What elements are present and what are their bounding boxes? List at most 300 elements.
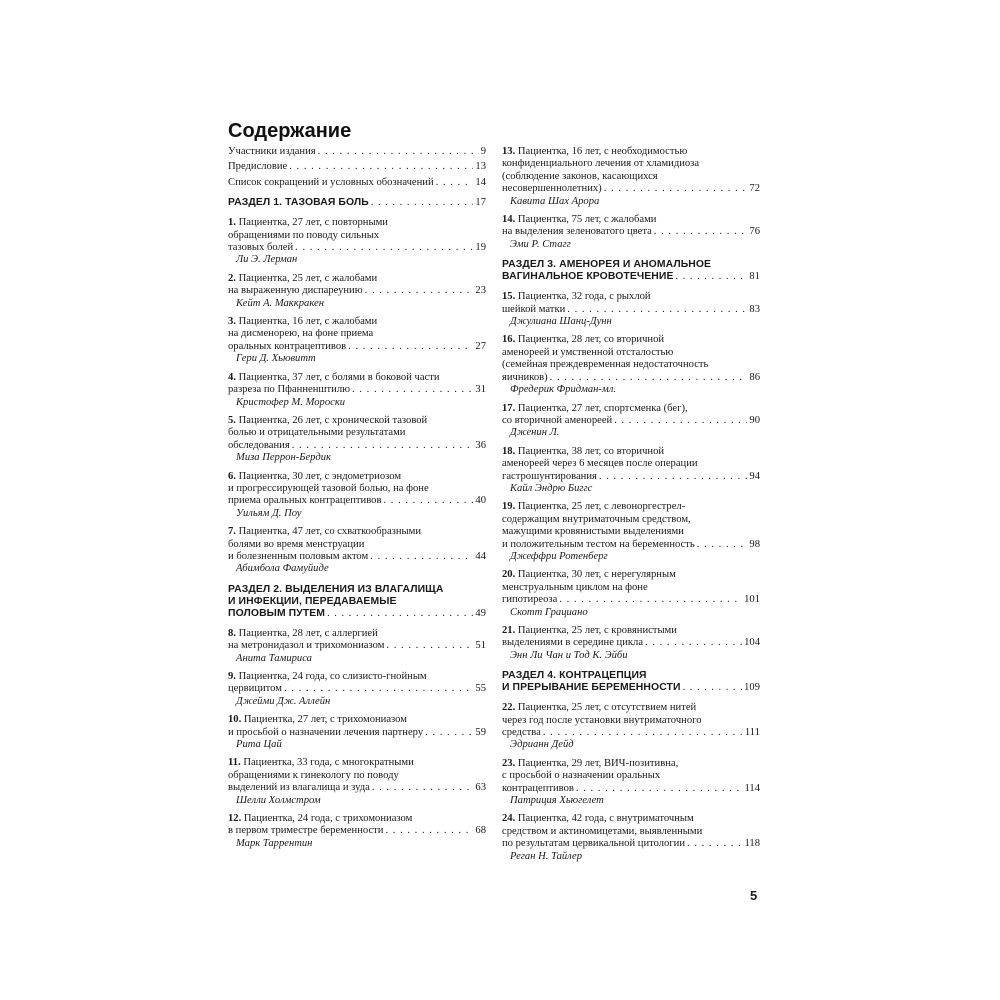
- entry-text: Пациентка, 27 лет, спортсменка (бег),: [517, 402, 688, 414]
- dot-leader: [365, 285, 474, 297]
- page-ref: 81: [749, 271, 760, 283]
- toc-left-column: [228, 146, 486, 856]
- toc-line: [228, 230, 486, 242]
- entry-text: оральных контрацептивов: [228, 340, 347, 352]
- entry-text: яичников): [502, 371, 548, 383]
- toc-entry: [502, 813, 760, 863]
- entry-text: выделениями в середине цикла: [502, 637, 644, 649]
- toc-line: [502, 501, 760, 513]
- toc-line: [228, 161, 486, 173]
- section-heading: [228, 584, 486, 620]
- toc-entry: [228, 316, 486, 366]
- page-ref: 104: [744, 637, 760, 649]
- entry-text: гипотиреоза: [502, 594, 558, 606]
- entry-number: 2.: [228, 272, 236, 284]
- toc-line: [502, 637, 760, 649]
- entry-text: Пациентка, 28 лет, со вторичной: [517, 334, 665, 346]
- entry-text: Пациентка, 16 лет, с необходимостью: [517, 146, 688, 157]
- toc-entry: [228, 273, 486, 310]
- entry-text: через год после установки внутриматочного: [502, 714, 702, 726]
- entry-number: 9.: [228, 671, 236, 682]
- toc-line: [228, 177, 486, 189]
- toc-line: [228, 628, 486, 640]
- entry-text: Пациентка, 16 лет, с жалобами: [238, 316, 378, 328]
- toc-entry: [502, 446, 760, 496]
- entry-author: Патриция Хьюгелет: [510, 795, 604, 807]
- entry-author: Реган Н. Тайлер: [510, 850, 583, 862]
- toc-entry: [228, 415, 486, 465]
- entry-author: Кавита Шах Арора: [510, 195, 600, 207]
- entry-author: Эдрианн Дейд: [510, 739, 574, 751]
- toc-line: [228, 539, 486, 551]
- toc-line: [502, 582, 760, 594]
- entry-number: 23.: [502, 757, 516, 769]
- dot-leader: [645, 637, 742, 649]
- entry-text: обращениями по поводу сильных: [228, 229, 380, 241]
- toc-line: [502, 813, 760, 825]
- entry-text: приема оральных контрацептивов: [228, 495, 382, 507]
- toc-line: [228, 683, 486, 695]
- page-ref: 44: [475, 550, 486, 562]
- entry-number: 12.: [228, 813, 242, 825]
- dot-leader: [687, 838, 742, 850]
- toc-line: [228, 242, 486, 254]
- entry-text: Участники издания: [228, 146, 316, 157]
- toc-entry: [228, 372, 486, 409]
- toc-line: [228, 671, 486, 683]
- entry-author: Джеффри Ротенберг: [510, 550, 608, 562]
- page-ref: 14: [475, 176, 486, 188]
- dot-leader: [289, 161, 473, 173]
- dot-leader: [599, 471, 748, 483]
- entry-author: Шелли Холмстром: [236, 794, 321, 806]
- toc-line: [502, 702, 760, 714]
- toc-entry: [228, 471, 486, 521]
- entry-text: и прогрессирующей тазовой болью, на фоне: [228, 482, 429, 494]
- toc-line: [502, 446, 760, 458]
- toc-entry: [228, 813, 486, 850]
- entry-number: 1.: [228, 217, 236, 229]
- toc-line: [502, 359, 760, 371]
- toc-line: [502, 214, 760, 226]
- toc-line: [502, 158, 760, 170]
- dot-leader: [676, 271, 748, 283]
- toc-line: [502, 291, 760, 303]
- toc-entry: [502, 501, 760, 563]
- entry-author: Дженин Л.: [510, 427, 560, 439]
- page-ref: 51: [475, 640, 486, 652]
- entry-text: (семейная преждевременная недостаточность: [502, 359, 709, 371]
- entry-text: болью и отрицательными результатами: [228, 427, 406, 439]
- entry-text: контрацептивов: [502, 782, 574, 794]
- toc-line: [228, 285, 486, 297]
- entry-text: Пациентка, 30 лет, с нерегулярным: [517, 569, 676, 581]
- toc-line: [502, 304, 760, 316]
- toc-entry: [502, 569, 760, 619]
- entry-text: Пациентка, 27 лет, с трихомониазом: [243, 714, 407, 726]
- toc-entry: [228, 671, 486, 708]
- entry-text: Пациентка, 28 лет, с аллергией: [238, 627, 378, 639]
- page-ref: 27: [475, 340, 486, 352]
- entry-text: Пациентка, 47 лет, со схваткообразными: [238, 526, 422, 538]
- entry-text: (соблюдение законов, касающихся: [502, 170, 658, 182]
- toc-line: [228, 146, 486, 158]
- toc-line: [502, 727, 760, 739]
- entry-text: И ПРЕРЫВАНИЕ БЕРЕМЕННОСТИ: [502, 682, 681, 694]
- entry-text: Пациентка, 25 лет, с кровянистыми: [517, 625, 677, 636]
- toc-line: [502, 347, 760, 359]
- toc-entry: [502, 403, 760, 440]
- page-ref: 23: [475, 285, 486, 297]
- toc-line: [502, 171, 760, 183]
- entry-text: РАЗДЕЛ 3. АМЕНОРЕЯ И АНОМАЛЬНОЕ: [502, 259, 712, 271]
- entry-text: Пациентка, 33 года, с многократными: [243, 757, 414, 769]
- toc-line: [228, 273, 486, 285]
- page-ref: 109: [744, 682, 760, 694]
- entry-text: менструальным циклом на фоне: [502, 581, 648, 593]
- dot-leader: [385, 825, 473, 837]
- toc-entry: [228, 146, 486, 158]
- toc-line: [228, 440, 486, 452]
- entry-text: разреза по Пфанненштилю: [228, 384, 351, 396]
- toc-entry: [228, 526, 486, 576]
- toc-line: [228, 372, 486, 384]
- entry-number: 17.: [502, 402, 516, 414]
- page-ref: 72: [749, 183, 760, 195]
- entry-text: Пациентка, 25 лет, с отсутствием нитей: [517, 702, 697, 714]
- entry-text: на выделения зеленоватого цвета: [502, 226, 652, 238]
- page-ref: 90: [749, 414, 760, 426]
- toc-line: [228, 782, 486, 794]
- toc-line: [228, 757, 486, 769]
- toc-line: [502, 670, 760, 682]
- entry-author: Фредерик Фридман-мл.: [510, 384, 616, 396]
- case-list: [228, 628, 486, 851]
- dot-leader: [386, 640, 473, 652]
- toc-line: [502, 682, 760, 694]
- entry-text: аменореей и умственной отсталостью: [502, 346, 674, 358]
- entry-text: Пациентка, 24 года, со слизисто-гнойным: [238, 671, 427, 682]
- entry-text: Пациентка, 27 лет, с повторными: [238, 217, 388, 229]
- front-matter-list: [228, 146, 486, 189]
- case-list: [502, 146, 760, 251]
- page-ref: 114: [744, 782, 760, 794]
- entry-text: в первом триместре беременности: [228, 825, 384, 837]
- toc-line: [228, 770, 486, 782]
- entry-author: Джулиана Шанц-Дунн: [510, 316, 612, 328]
- entry-text: ВАГИНАЛЬНОЕ КРОВОТЕЧЕНИЕ: [502, 271, 674, 283]
- dot-leader: [550, 372, 748, 384]
- toc-line: [502, 539, 760, 551]
- entry-text: РАЗДЕЛ 1. ТАЗОВАЯ БОЛЬ: [228, 197, 369, 209]
- toc-line: [502, 226, 760, 238]
- entry-text: содержащим внутриматочным средством,: [502, 513, 691, 525]
- case-list: [502, 291, 760, 662]
- entry-text: РАЗДЕЛ 4. КОНТРАЦЕПЦИЯ: [502, 670, 647, 682]
- toc-line: [502, 715, 760, 727]
- toc-entry: [502, 625, 760, 662]
- toc-entry: [228, 217, 486, 267]
- page-ref: 9: [480, 146, 486, 157]
- page-ref: 40: [475, 495, 486, 507]
- toc-line: [502, 783, 760, 795]
- page-ref: 76: [749, 226, 760, 238]
- entry-number: 18.: [502, 445, 516, 457]
- toc-line: [502, 471, 760, 483]
- entry-text: гастрошунтирования: [502, 470, 597, 482]
- dot-leader: [425, 727, 473, 739]
- entry-text: Пациентка, 25 лет, с левоноргестрел-: [517, 501, 686, 513]
- toc-line: [502, 826, 760, 838]
- entry-text: несовершеннолетних): [502, 183, 602, 195]
- entry-number: 10.: [228, 714, 242, 726]
- entry-number: 3.: [228, 316, 236, 328]
- entry-author: Кристофер М. Мороски: [236, 396, 346, 408]
- entry-number: 6.: [228, 470, 236, 482]
- entry-number: 5.: [228, 414, 236, 426]
- toc-entry: [228, 161, 486, 173]
- entry-number: 4.: [228, 371, 236, 383]
- entry-text: ПОЛОВЫМ ПУТЕМ: [228, 607, 326, 619]
- entry-text: на метронидазол и трихомониазом: [228, 640, 385, 652]
- case-list: [228, 217, 486, 576]
- toc-line: [502, 146, 760, 158]
- entry-text: Список сокращений и условных обозначений: [228, 176, 434, 188]
- toc-line: [502, 770, 760, 782]
- dot-leader: [559, 594, 742, 606]
- toc-line: [502, 594, 760, 606]
- toc-line: [228, 584, 486, 596]
- dot-leader: [683, 682, 743, 694]
- entry-text: Пациентка, 38 лет, со вторичной: [517, 445, 665, 457]
- toc-entry: [228, 714, 486, 751]
- entry-number: 15.: [502, 291, 516, 303]
- toc-line: [228, 217, 486, 229]
- toc-line: [502, 758, 760, 770]
- entry-number: 7.: [228, 526, 236, 538]
- entry-number: 11.: [228, 757, 241, 769]
- entry-text: на выраженную диспареунию: [228, 285, 363, 297]
- dot-leader: [614, 415, 747, 427]
- toc-line: [228, 384, 486, 396]
- toc-entry: [502, 214, 760, 251]
- entry-author: Кейт А. Маккракен: [236, 297, 324, 309]
- section-heading: [502, 259, 760, 283]
- entry-number: 19.: [502, 501, 516, 513]
- entry-text: Пациентка, 29 лет, ВИЧ-позитивна,: [517, 757, 679, 769]
- toc-line: [228, 415, 486, 427]
- toc-line: [228, 596, 486, 608]
- entry-number: 8.: [228, 627, 236, 639]
- toc-line: [228, 328, 486, 340]
- toc-line: [502, 514, 760, 526]
- page-ref: 59: [475, 726, 486, 738]
- section-heading: [228, 197, 486, 209]
- entry-text: Пациентка, 30 лет, с эндометриозом: [238, 470, 402, 482]
- page-ref: 68: [475, 825, 486, 837]
- entry-number: 16.: [502, 334, 516, 346]
- toc-line: [502, 403, 760, 415]
- toc-entry: [502, 334, 760, 396]
- toc-line: [502, 569, 760, 581]
- toc-line: [228, 825, 486, 837]
- entry-text: РАЗДЕЛ 2. ВЫДЕЛЕНИЯ ИЗ ВЛАГАЛИЩА: [228, 583, 444, 595]
- entry-number: 21.: [502, 625, 516, 636]
- entry-author: Эми Р. Стагг: [510, 238, 571, 250]
- entry-text: со вторичной аменореей: [502, 414, 613, 426]
- entry-number: 22.: [502, 702, 516, 714]
- entry-text: Пациентка, 25 лет, с жалобами: [238, 272, 378, 284]
- toc-entry: [502, 702, 760, 752]
- entry-text: тазовых болей: [228, 242, 294, 254]
- dot-leader: [292, 440, 474, 452]
- toc-line: [228, 714, 486, 726]
- entry-text: и болезненным половым актом: [228, 550, 369, 562]
- entry-number: 14.: [502, 214, 516, 226]
- dot-leader: [436, 177, 474, 189]
- page-ref: 55: [475, 683, 486, 695]
- toc-entry: [502, 291, 760, 328]
- dot-leader: [383, 495, 473, 507]
- entry-text: Предисловие: [228, 161, 288, 173]
- dot-leader: [604, 183, 748, 195]
- entry-text: Пациентка, 24 года, с трихомониазом: [243, 813, 413, 825]
- toc-line: [502, 838, 760, 850]
- entry-text: выделений из влагалища и зуда: [228, 782, 370, 794]
- entry-text: Пациентка, 75 лет, с жалобами: [517, 214, 657, 226]
- entry-author: Анита Тамириса: [236, 652, 312, 664]
- page-ref: 36: [475, 439, 486, 451]
- dot-leader: [543, 727, 743, 739]
- toc-line: [228, 608, 486, 620]
- dot-leader: [372, 782, 474, 794]
- dot-leader: [654, 226, 748, 238]
- entry-text: и положительным тестом на беременность: [502, 538, 695, 550]
- entry-text: Пациентка, 42 года, с внутриматочным: [517, 813, 694, 825]
- entry-text: цервицитом: [228, 683, 282, 695]
- toc-line: [228, 526, 486, 538]
- toc-line: [228, 427, 486, 439]
- entry-number: 24.: [502, 813, 516, 825]
- entry-author: Абимбола Фамуйиде: [236, 563, 329, 575]
- entry-number: 13.: [502, 146, 516, 157]
- entry-author: Ли Э. Лерман: [236, 254, 298, 266]
- entry-text: аменореей через 6 месяцев после операции: [502, 458, 698, 470]
- page-ref: 111: [744, 727, 760, 739]
- page-ref: 118: [744, 838, 760, 850]
- entry-text: на дисменорею, на фоне приема: [228, 328, 374, 340]
- toc-line: [228, 197, 486, 209]
- entry-text: болями во время менструации: [228, 538, 365, 550]
- entry-text: Пациентка, 26 лет, с хронической тазовой: [238, 414, 428, 426]
- entry-text: обращениями к гинекологу по поводу: [228, 769, 399, 781]
- page-ref: 94: [749, 470, 760, 482]
- case-list: [502, 702, 760, 863]
- dot-leader: [370, 551, 473, 563]
- page-ref: 98: [749, 538, 760, 550]
- entry-text: обследования: [228, 439, 290, 451]
- entry-text: Пациентка, 37 лет, с болями в боковой части: [238, 371, 440, 383]
- page-ref: 86: [749, 371, 760, 383]
- toc-line: [502, 372, 760, 384]
- entry-text: средством и актиномицетами, выявленными: [502, 825, 703, 837]
- toc-line: [228, 727, 486, 739]
- entry-author: Кайл Эндрю Биггс: [510, 482, 593, 494]
- page-ref: 19: [475, 242, 486, 254]
- dot-leader: [576, 783, 743, 795]
- dot-leader: [371, 197, 474, 209]
- entry-text: средства: [502, 727, 541, 739]
- dot-leader: [567, 304, 747, 316]
- toc-line: [502, 183, 760, 195]
- toc-entry: [502, 758, 760, 808]
- dot-leader: [295, 242, 473, 254]
- toc-entry: [228, 757, 486, 807]
- page-ref: 101: [744, 594, 760, 606]
- page-ref: 49: [475, 607, 486, 619]
- entry-number: 20.: [502, 569, 516, 581]
- entry-author: Скотт Грациано: [510, 606, 588, 618]
- toc-line: [502, 271, 760, 283]
- toc-line: [228, 483, 486, 495]
- toc-entry: [502, 146, 760, 208]
- toc-line: [228, 341, 486, 353]
- entry-author: Рита Цай: [236, 739, 282, 751]
- dot-leader: [284, 683, 473, 695]
- entry-text: шейкой матки: [502, 303, 566, 315]
- page-ref: 63: [475, 782, 486, 794]
- section-heading: [502, 670, 760, 694]
- toc-line: [228, 316, 486, 328]
- entry-text: конфиденциального лечения от хламидиоза: [502, 158, 700, 170]
- toc-entry: [228, 177, 486, 189]
- entry-author: Миза Перрон-Бердик: [236, 452, 331, 464]
- toc-line: [502, 526, 760, 538]
- toc-line: [228, 813, 486, 825]
- toc-right-column: [502, 146, 760, 869]
- dot-leader: [348, 341, 473, 353]
- entry-author: Марк Таррентин: [236, 837, 313, 849]
- dot-leader: [697, 539, 748, 551]
- toc-line: [502, 458, 760, 470]
- page-title: Содержание: [228, 120, 352, 142]
- entry-text: И ИНФЕКЦИИ, ПЕРЕДАВАЕМЫЕ: [228, 595, 397, 607]
- dot-leader: [318, 146, 479, 158]
- toc-entry: [228, 628, 486, 665]
- page-ref: 17: [475, 197, 486, 209]
- toc-line: [502, 625, 760, 637]
- entry-text: по результатам цервикальной цитологии: [502, 838, 686, 850]
- entry-author: Уильям Д. Поу: [236, 507, 302, 519]
- entry-text: и просьбой о назначении лечения партнеру: [228, 726, 424, 738]
- entry-author: Джейми Дж. Аллейн: [236, 695, 331, 707]
- toc-line: [502, 334, 760, 346]
- toc-line: [228, 495, 486, 507]
- toc-line: [228, 471, 486, 483]
- page-ref: 83: [749, 303, 760, 315]
- entry-text: с просьбой о назначении оральных: [502, 770, 661, 782]
- toc-line: [502, 415, 760, 427]
- dot-leader: [327, 608, 473, 620]
- toc-line: [228, 640, 486, 652]
- entry-text: Пациентка, 32 года, с рыхлой: [517, 291, 651, 303]
- page-number: 5: [750, 888, 758, 903]
- entry-text: мажущими кровянистыми выделениями: [502, 526, 684, 538]
- entry-author: Гери Д. Хьювитт: [236, 353, 316, 365]
- toc-line: [228, 551, 486, 563]
- page-ref: 13: [475, 161, 486, 173]
- dot-leader: [352, 384, 473, 396]
